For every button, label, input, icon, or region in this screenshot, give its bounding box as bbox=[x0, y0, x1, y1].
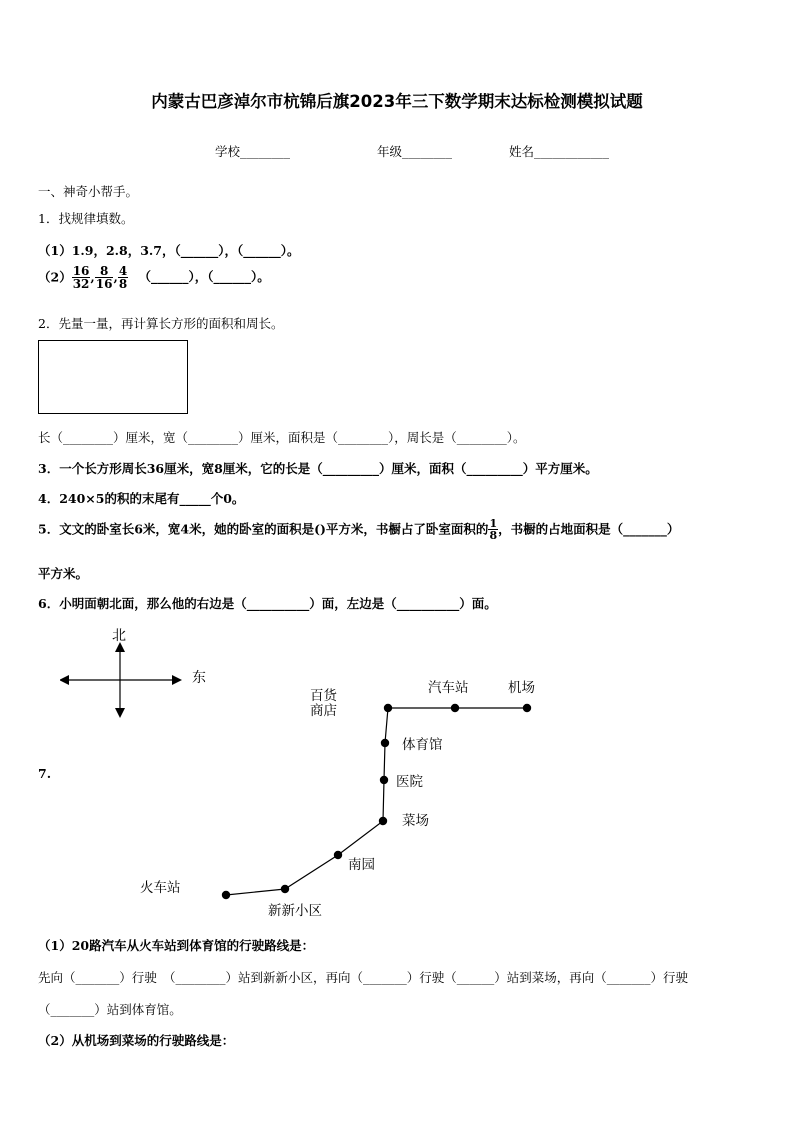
label-department-store-2: 商店 bbox=[310, 703, 337, 719]
label-community: 新新小区 bbox=[268, 903, 322, 919]
measure-rectangle bbox=[38, 340, 188, 414]
label-market: 菜场 bbox=[402, 813, 429, 829]
school-field[interactable]: 学校________ bbox=[215, 144, 291, 159]
bus-route-map bbox=[130, 670, 560, 920]
question-7-sub-1-answer-line-1: 先向（_______）行驶 （________）站到新新小区，再向（_______）行驶（______）站到菜场，再向（_______）行驶 bbox=[38, 970, 689, 985]
page-title: 内蒙古巴彦淖尔市杭锦后旗2023年三下数学期末达标检测模拟试题 bbox=[151, 92, 643, 111]
route-line bbox=[226, 708, 527, 895]
question-5 bbox=[38, 518, 679, 541]
stop-department-store bbox=[384, 704, 392, 712]
question-5-part-2: ，书橱的占地面积是（_______） bbox=[498, 521, 680, 537]
fraction-denominator: 8 bbox=[118, 277, 128, 291]
stop-hospital bbox=[380, 776, 388, 784]
section-heading: 一、神奇小帮手。 bbox=[38, 184, 139, 199]
stop-train-station bbox=[222, 891, 230, 899]
label-airport: 机场 bbox=[508, 680, 535, 696]
fraction-16-32 bbox=[72, 265, 91, 290]
stop-bus-station bbox=[451, 704, 459, 712]
question-5-part-1: 5．文文的卧室长6米，宽4米，她的卧室的面积是()平方米，书橱占了卧室面积的 bbox=[38, 521, 489, 537]
label-bus-station: 汽车站 bbox=[428, 680, 469, 696]
fraction-1-8 bbox=[488, 518, 498, 541]
fraction-4-8 bbox=[118, 265, 128, 290]
north-label: 北 bbox=[112, 628, 126, 644]
label-train-station: 火车站 bbox=[140, 880, 181, 896]
fraction-denominator: 16 bbox=[95, 277, 113, 291]
label-stadium: 体育馆 bbox=[402, 737, 443, 753]
fraction-denominator: 8 bbox=[489, 529, 498, 542]
part-2-prefix: （2） bbox=[38, 269, 72, 285]
question-2-prompt: 2．先量一量，再计算长方形的面积和周长。 bbox=[38, 316, 284, 331]
question-4: 4．240×5的积的末尾有_____个0。 bbox=[38, 491, 245, 506]
fraction-numerator: 8 bbox=[95, 265, 114, 278]
question-5-unit: 平方米。 bbox=[38, 566, 89, 581]
question-1-prompt: 1．找规律填数。 bbox=[38, 211, 134, 226]
label-department-store-1: 百货 bbox=[310, 688, 337, 704]
label-park: 南园 bbox=[348, 857, 375, 873]
name-field[interactable]: 姓名____________ bbox=[509, 144, 610, 159]
fraction-numerator: 1 bbox=[489, 517, 498, 530]
question-2-answer: 长（________）厘米，宽（________）厘米，面积是（________），周长是（________）。 bbox=[38, 430, 526, 445]
stop-community bbox=[281, 885, 289, 893]
question-1-part-1: （1）1.9，2.8，3.7，（______），（______）。 bbox=[38, 243, 300, 258]
fraction-8-16 bbox=[95, 265, 114, 290]
question-7-sub-1-prompt: （1）20路汽车从火车站到体育馆的行驶路线是： bbox=[38, 938, 315, 953]
stop-airport bbox=[523, 704, 531, 712]
question-3: 3．一个长方形周长36厘米，宽8厘米，它的长是（_________）厘米，面积（_________）平方厘米。 bbox=[38, 461, 598, 476]
question-1-part-2: （2） $\frac{16}{32}$ , $\frac{8}{16}$ , $\frac{4}{8}$ （______），（______）。 bbox=[38, 264, 270, 291]
stop-stadium bbox=[381, 739, 389, 747]
east-label: 东 bbox=[192, 670, 206, 686]
stop-market bbox=[379, 817, 387, 825]
fraction-numerator: 16 bbox=[72, 264, 90, 278]
part-2-suffix: （______），（______）。 bbox=[138, 269, 270, 285]
grade-field[interactable]: 年级________ bbox=[377, 144, 453, 159]
question-7-number: 7. bbox=[38, 766, 52, 781]
fraction-denominator: 32 bbox=[72, 277, 90, 291]
question-6: 6．小明面朝北面，那么他的右边是（__________）面，左边是（__________）面。 bbox=[38, 596, 497, 611]
stop-park bbox=[334, 851, 342, 859]
question-7-sub-1-answer-line-2: （_______）站到体育馆。 bbox=[38, 1002, 182, 1017]
fraction-numerator: 4 bbox=[118, 264, 128, 278]
question-7-sub-2-prompt: （2）从机场到菜场的行驶路线是： bbox=[38, 1033, 235, 1048]
label-hospital: 医院 bbox=[396, 774, 423, 790]
